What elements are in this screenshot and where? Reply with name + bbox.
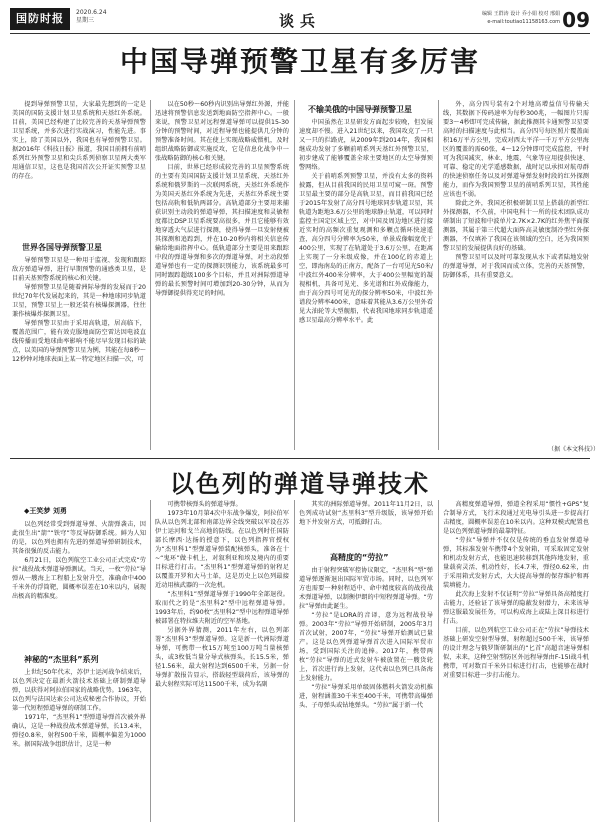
- paragraph: 目前，以色列航空工业公司正在“劳拉”导弹技术基础上研发空射型导弹，射程超过500千米，该导弹的设计理念与俄罗斯研制出的“匕首”高超音速导弹相似，未来，这种空射型防区外远程导弹由F-15I战斗机携带，可对数百千米外目标进行打击，也能够在战时对重要目标进一步打击能力。: [443, 627, 589, 679]
- article2-col2: [155, 500, 289, 824]
- paragraph: 目前，世界已经形成较完善的卫星预警系统的主要有美国国防支援计划卫星系统、天基红外系统和俄罗斯的一次联网系统，天基红外系统作为美国天基红外系统为先进，天基红外系统主要包括高轨和低轨两部分。高轨道部分主要用来捕获识别主动段的弹道导弹，其扫描速度和灵敏程度都比DSP卫星系统要高很多，并且它能够有效地穿透大气层进行探测，使得导弹一旦发射便被其探测和追踪到，并在10-20秒内将相关信息传输给地面指挥中心。低轨道部分主要是用来跟踪中段的弹道导弹和多次的弹道导弹，对主动段弹道导弹也有一定的探测识别能力，该系统最多可同时跟踪超级100多个目标，并且对洲际弹道导弹的最长预警时间可增加到20-30分钟，从而为导弹御提供得充足的时间。: [155, 164, 289, 297]
- issue-date-block: [76, 9, 107, 25]
- paragraph: 高精度弹道导弹，弹道全程采用“惯性+GPS”复合制导方式，飞行末段通过光电导引头进一步提高打击精度，圆概率误差在10米以内。这种双模式配置也是以色列弹道导弹的最靠特征。: [443, 501, 589, 535]
- paragraph: “劳拉”导弹并不仅仅是传统的垂直发射弹道导弹，其标准发射车携带4个发射箱，可采取固定发射和机动发射方式，也能迅速转移到其他阵地发射，重量载荷灵活、机动性好，长4.7米，弹径0.62米，由于采用箱式发射方式，大大提高导弹的保存维护和再装填能力。: [443, 537, 589, 589]
- paragraph: 6月21日，以色列航空工业公司正式完成“劳拉”战役战术弹道导弹测试。当天，一枚“劳拉”导弹从一艘海上工程船上发射升空，准确命中400千米外的浮筒靶，圆概率误差在10米以内，展现出极高的精准度。: [12, 557, 146, 600]
- article2-subhead-jericho: 神秘的“杰里科”系列: [24, 655, 99, 664]
- article1-col4: [443, 100, 589, 440]
- paragraph: 外，高分四号装有2个对地高增益信号传输天线，其数据下传码速率为每秒300兆，一幅图片只需要3～4秒即可完成传输，据此推测其卡通预警卫星要高时的扫描速度与此相当。高分四号每医照片覆盖面积16万平方公里，完成对西太平洋一千万平方公里海区的覆盖的需60张，4～12分钟即可完成监控，平时可为我国减灾、林业、地震、气象等应用提供快速、可靠、稳定的光学遥感数据，战时足以承担对航母群的快速侦察任务以及对弹道导弹发射时段的红外探测能力，而作为我国预警卫星的前哨系列卫星，其性能应该也不弱。: [443, 101, 589, 198]
- paragraph: 关于前哨系列预警卫星，并没有太多的资料披露，但从目前我国的民用卫星可窥一斑。预警卫星最主要的部分是高轨卫星，而目前我国已经于2015年发射了高分四号地球同步轨道卫星，其轨道为距地3.6万公里的地球静止轨道，可以同时监控主国定区域上空，对中国及周边地区进行接近实时的高频次重复观测和多颗点循环快速遥查，高分四号分辨率为50米，单景成像幅宽优于400公里，实现了在轨道处于3.6万公里，在距离上实现了一分米级成像，并在100亿的赤道上空，即海南岛的正南方，配备了一台可见光50米/中波红外400米分辨率，大于400公里幅宽的凝视相机，具备可见光、多光谱和红外成像能力，由于高分四号可见光的探分辨率50米，中波红外谱段分辨率400米，意味着其能从3.6万公里外看见大油轮等大型舰船，代表我国地球同步轨道遥感卫星最高分辨率水平。此: [299, 173, 433, 324]
- column-divider: [294, 100, 295, 450]
- paragraph: 上世纪50年代末，苏伊士运河战争结束后，以色列决定在最新火箭技术基础上研制弹道导弹，以获得对阿拉伯国家的战略优势。1963年，以色列与法国达索公司达成秘密合作协议，开始第一代短程弹道导弹的研制工作。: [12, 669, 146, 712]
- paragraph: “劳拉”导弹采用单级固体燃料火箭发动机推进，射程涵盖30千米至400千米，可携带高爆弹头、子母弹头或钻地弹头。“劳拉”属于新一代: [299, 684, 433, 709]
- article2-col3b: [299, 566, 433, 824]
- paragraph: 除此之外，我国还积极研制卫星上搭载的新型红外探测器，不久前，中国电科十一所的技术团队成功研制出了短波和中波单片2.7K×2.7K的红外焦平面探测器，其属于第三代超大面阵高灵敏度制冷型红外探测器，不仅填补了我国在该领域的空白，还为我国预警卫星的发展提供良好的基础。: [443, 200, 589, 252]
- paragraph: 导弹预警卫星是随着洲际导弹的发展而于20世纪70年代发展起来的，其是一种地球同步轨道卫星，预警卫星上一般还装有核爆探测器，往往兼作核爆炸探测卫星。: [12, 284, 146, 318]
- paragraph: 其实的洲际弹道导弹。2011年11月2日，以色列成功试射“杰里科3”型升级版，该导弹开始地下井发射方式，可抵御打击。: [299, 501, 433, 526]
- column-divider: [150, 100, 151, 450]
- article1-subhead-world: 世界各国导弹预警卫星: [22, 243, 102, 252]
- paragraph: 另据外界猜测，2011年左右，以色列部署“杰里科3”型弹道导弹。这是新一代洲际弹道导弹，可携带一枚15万吨至100万吨当量核弹头，或3枚低当量分导式核弹头，长15.5米，弹径1.56米，最大射程达到6500千米，另据一份导弹扩散报告显示，搭载轻型载荷后，该导弹的最大射程实际可达11500千米，成为名副: [155, 627, 289, 688]
- article2-col3a: [299, 500, 433, 550]
- paragraph: 导弹预警卫星由于采用高轨道，居高临下，覆盖范围广，能有效克服地面防空雷达因电波直线传播而受地球曲率影响不能尽早发现目标的缺点，以美国的导弹预警卫星为例，其能在每8秒～12秒钟对地球表面上某一特定地区扫描一次，可: [12, 320, 146, 363]
- editor-credits: [420, 10, 560, 26]
- editor-names: 编辑 王群涛 设计 乔小娟 校对 邢娟: [482, 11, 560, 17]
- article-divider: [10, 458, 590, 459]
- article1-col1a: [12, 100, 146, 240]
- article1-col1b: [12, 256, 146, 452]
- paragraph: 以色列经常受到弹道导弹、火箭弹袭击，因此很生出“箭”“铁穹”等反导防御系统。鲜为人知的是，以色列也拥有先进的弹道导弹研制技术，其备很强的反击能力。: [12, 521, 146, 555]
- article1-col3: [299, 118, 433, 452]
- column-divider: [294, 500, 295, 822]
- article1-headline: 中国导弹预警卫星有多厉害: [119, 45, 480, 78]
- paragraph: “劳拉”是LORA的音译，意为远程战役导弹。2003年“劳拉”导弹开始研制，2005年3月首次试射，2007年，“劳拉”导弹开始测试已量产。这是以色列弹道导弹首次进入国际军贸市场，受到国际关注的追捧。2017年，携带两枚“劳拉”导弹的近式发射车被放置在一艘货轮上，首次进行海上发射，这代表以色列已具备海上发射能力。: [299, 612, 433, 682]
- article1-col2: [155, 100, 289, 452]
- issue-date: 2020.6.24: [76, 9, 107, 16]
- paragraph: 提到导弹预警卫星，大家最先想到的一定是美国的国防支援计划卫星系统和天基红外系统。目前，美国已经构建了比较完善的天基导弹预警卫星系统，并多次进行实战演习，性能先进。事实上，除了美国以外，我国也有导弹预警卫星。据2016年《科技日报》报道，我国目前拥有前哨系列红外预警卫星和尖兵系列侦察卫星两大类军用通信卫星，这也是我国首次公开证实预警卫星的存在。: [12, 101, 146, 180]
- paragraph: 1973年10月第4次中东战争爆发，阿拉伯军队从以色列北部和南部边界全线突破以军设在苏伊士运河和戈兰高地的防线。在以色列时任国防部长摩西·达扬的授意下，以色列指挥官授权为“杰里科1”型弹道导弹装配核弹头，准备在十~“鬼环”做卡机上，对叙利亚和埃及境内的重要目标进行打击。“杰里科1”型弹道导弹的射程足以覆盖开罗和大马士革，这是历史上以色列最接近动用核武器的一次危机。: [155, 510, 289, 589]
- paragraph: 以在50秒～60秒内识别出导弹红外源，并能迅速将预警信息发送到地面防空指挥中心。一般来说，预警卫星对远程弹道导弹可以提供15-30分钟的预警时间，对近程导弹也能提供几分钟的预警准备时间。其在使上实现战略威慑机，及时组织战略防御或实施反攻，它是信息化战争中一张战略防御的核心和关键。: [155, 101, 289, 162]
- masthead-divider: [10, 33, 590, 34]
- article2-headline: 以色列的弹道导弹技术: [170, 470, 430, 498]
- paragraph: 1971年，“杰里科1”型弹道导弹首次被外界确认，这是一种战役战术弹道导弹，长13.4米，弹径0.8米，射程500千米，圆概率偏差为1000米。据国际战争组织估计，这是一种: [12, 714, 146, 748]
- masthead: [10, 8, 590, 32]
- article1-source: （据《本文科技》）: [548, 446, 600, 453]
- article2-col1a: [12, 520, 146, 650]
- paragraph: “杰里科1”型弹道导弹于1990年全部退役。取而代之的是“杰里科2”型中远程弹道导弹。1993年后，约90枚“杰里科2”型中远程弹道导弹被部署在特拉维夫附近的空军基地。: [155, 591, 289, 625]
- article1-subhead-china: 不输美俄的中国导弹预警卫星: [308, 105, 412, 114]
- column-divider: [150, 500, 151, 822]
- page-number: 09: [562, 8, 590, 32]
- article2-col4: [443, 500, 589, 824]
- paragraph: 由于射程突破军控协议限定，“杰里科”型“弹道导弹逐渐退出国际军贸市场。同时，以色列军方也需要一种射程适中、命中精度较高的战役战术弹道导弹，以制衡伊朗的中短程弹道导弹。“劳拉”导弹由此诞生。: [299, 567, 433, 610]
- paragraph: 中国虽然在卫星研发方面起步较晚，但发展速度却不慢。进入21世纪以来，我国攻克了一只又一只的拦路虎，从2009年到2014年，我国相继成功发射了多颗前哨系列天基红外预警卫星，初步建成了能够覆盖全球主要地区的太空导弹预警网络。: [299, 119, 433, 171]
- article2-subhead-lora: 高精度的“劳拉”: [330, 553, 389, 562]
- paragraph: 此次海上发射不仅证明“劳拉”导弹具备高精度打击能力，还验证了该导弹的隐蔽发射潜力，未来该导弹这服最发展任务，可以构成海上或陆上深目标进行打击。: [443, 591, 589, 625]
- issue-weekday: 星期三: [76, 17, 95, 24]
- editor-email: e-mail:toutiao11158163.com: [487, 19, 560, 25]
- section-name: 谈兵: [278, 12, 321, 30]
- article2-byline: ◆王笑梦 刘勇: [24, 507, 67, 515]
- column-divider: [438, 100, 439, 450]
- paragraph: 可携带核弹头的弹道导弹。: [167, 501, 242, 508]
- paragraph: 导弹预警卫星是一种用于监视、发现和跟踪敌方弹道导弹，进行早期预警的通感类卫星，是目前天基预警系统的核心和关键。: [12, 257, 146, 282]
- paragraph: 预警卫星可以及时可靠发现从水下或者陆地发射的弹道导弹，对于我国而成立体，完善的天基预警，防御体系，具有重要意义。: [443, 254, 589, 279]
- newspaper-logo: 国防时报: [10, 8, 70, 30]
- column-divider: [438, 500, 439, 822]
- article2-col1b: [12, 668, 146, 824]
